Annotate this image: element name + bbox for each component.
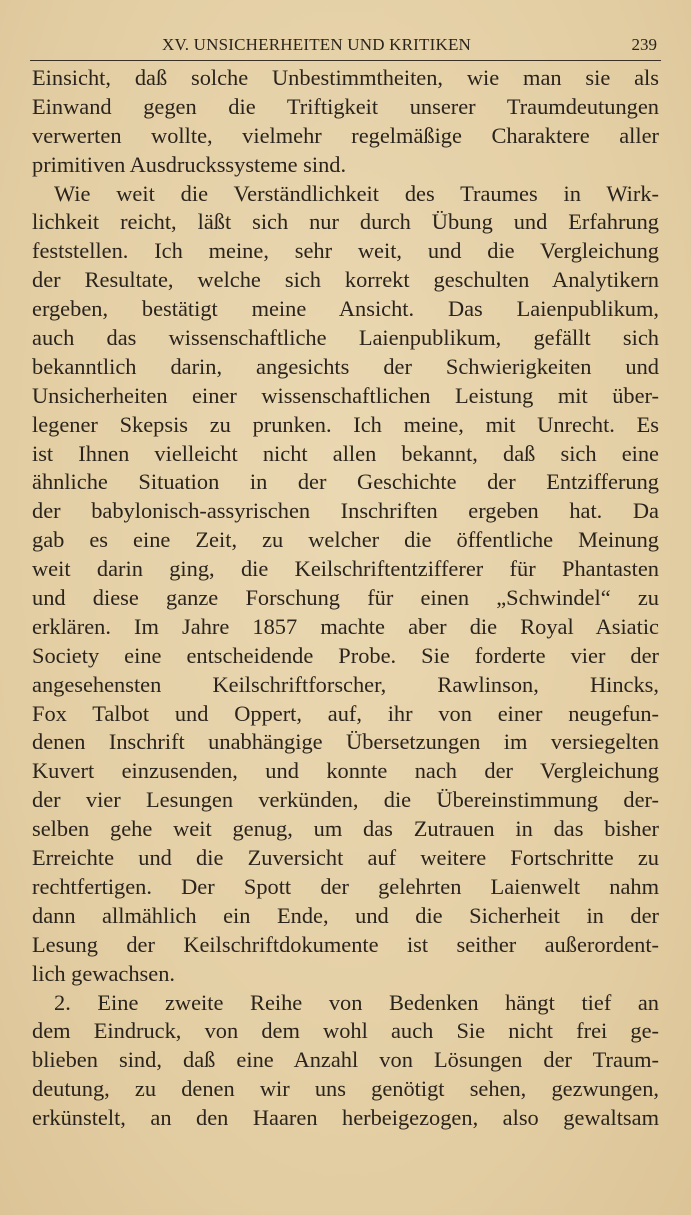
paragraph-first-line: Wie weit die Verständlichkeit des Traumes in Wirk- [54, 180, 659, 206]
text-line: Einsicht, daß solche Unbestimmtheiten, wie man sie als [32, 65, 659, 90]
text-line: feststellen. Ich meine, sehr weit, und die Vergleichung [32, 238, 659, 264]
body-text [32, 64, 659, 1133]
text-line: denen Inschrift unabhängige Übersetzungen im versiegelten [32, 729, 659, 755]
text-line: Erreichte und die Zuversicht auf weitere Fortschritte zu [32, 845, 659, 871]
text-line: dann allmählich ein Ende, und die Sicherheit in der [32, 902, 659, 928]
text-line: erkünstelt, an den Haaren herbeigezogen, also gewaltsam [32, 1105, 659, 1131]
text-line: der Resultate, welche sich korrekt geschulten Analytikern [32, 267, 659, 293]
text-line: deutung, zu denen wir uns genötigt sehen, gezwungen, [32, 1076, 659, 1102]
text-line: verwerten wollte, vielmehr regelmäßige Charaktere aller [32, 122, 659, 148]
text-line: gab es eine Zeit, zu welcher die öffentliche Meinung [32, 527, 659, 553]
text-line: angesehensten Keilschriftforscher, Rawlinson, Hincks, [32, 671, 659, 697]
text-line: erklären. Im Jahre 1857 machte aber die Royal Asiatic [32, 613, 659, 639]
text-line: lich gewachsen. [32, 960, 175, 986]
text-line: auch das wissenschaftliche Laienpublikum, gefällt sich [32, 325, 659, 351]
text-line: bekanntlich darin, angesichts der Schwierigkeiten und [32, 353, 659, 379]
text-line: ergeben, bestätigt meine Ansicht. Das Laienpublikum, [32, 296, 659, 322]
paragraph-first-line: 2. Eine zweite Reihe von Bedenken hängt tief an [54, 989, 659, 1015]
text-line: rechtfertigen. Der Spott der gelehrten Laienwelt nahm [32, 873, 659, 899]
text-line: selben gehe weit genug, um das Zutrauen in das bisher [32, 816, 659, 842]
text-line: Lesung der Keilschriftdokumente ist seither außerordent- [32, 931, 659, 957]
page-number: 239 [631, 35, 657, 54]
text-line: legener Skepsis zu prunken. Ich meine, mit Unrecht. Es [32, 411, 659, 437]
text-line: der babylonisch-assyrischen Inschriften ergeben hat. Da [32, 498, 659, 524]
text-line: Unsicherheiten einer wissenschaftlichen Leistung mit über- [32, 382, 659, 408]
running-head [30, 34, 661, 61]
text-line: blieben sind, daß eine Anzahl von Lösungen der Traum- [32, 1047, 659, 1073]
text-line: der vier Lesungen verkünden, die Übereinstimmung der- [32, 787, 659, 813]
text-line: lichkeit reicht, läßt sich nur durch Übung und Erfahrung [32, 209, 659, 235]
chapter-title: XV. UNSICHERHEITEN UND KRITIKEN [162, 35, 472, 54]
text-line: ähnliche Situation in der Geschichte der Entzifferung [32, 469, 659, 495]
text-line: Einwand gegen die Triftigkeit unserer Traumdeutungen [32, 93, 659, 119]
text-line: weit darin ging, die Keilschriftentzifferer für Phantasten [32, 556, 659, 582]
text-line: Kuvert einzusenden, und konnte nach der Vergleichung [32, 758, 659, 784]
text-line: und diese ganze Forschung für einen „Schwindel“ zu [32, 585, 659, 611]
text-line: Fox Talbot und Oppert, auf, ihr von einer neugefun- [32, 700, 659, 726]
text-line: Society eine entscheidende Probe. Sie forderte vier der [32, 642, 659, 668]
text-line: primitiven Ausdruckssysteme sind. [32, 151, 347, 177]
text-line: dem Eindruck, von dem wohl auch Sie nicht frei ge- [32, 1018, 659, 1044]
text-line: ist Ihnen vielleicht nicht allen bekannt, daß sich eine [32, 440, 659, 466]
